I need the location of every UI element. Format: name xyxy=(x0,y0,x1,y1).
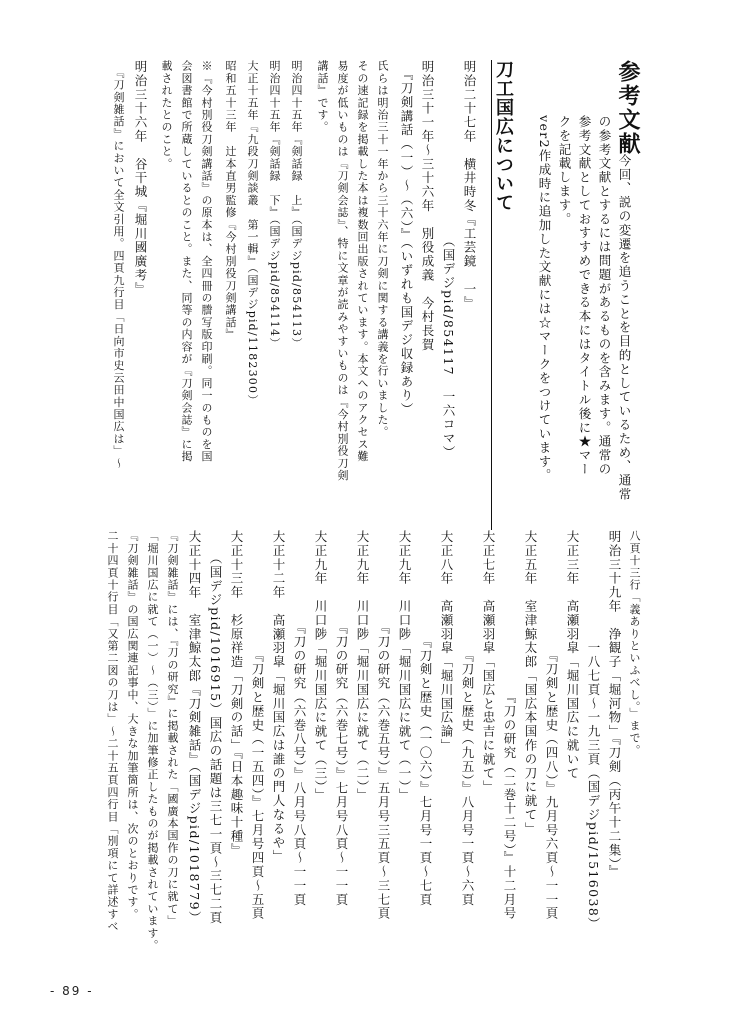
reference-note: ※『今村別役刀剣講話』の原本は、全四冊の謄写版印刷。同一のものを国 xyxy=(200,60,213,463)
reference-entry: 大正九年 川口陟「堀川国広に就て（二）」 xyxy=(355,530,370,802)
intro-line: クを記載します。 xyxy=(557,115,572,227)
intro-line: ver2作成時に追加した文献には☆マークをつけています。 xyxy=(537,115,552,483)
reference-entry: 昭和五十三年 辻本直男監修『今村別役刀剣講話』 xyxy=(224,60,237,341)
reference-entry: 『刀剣と歴史（一〇六）』七月号一頁～七頁 xyxy=(418,530,433,907)
reference-entry: 大正五年 室津鯨太郎「国広本国作の刀に就て」 xyxy=(523,530,538,836)
reference-note: 載されたとのこと。 xyxy=(160,60,173,170)
reference-entry: 大正十三年 杉原祥造「刀剣の話」『日本趣味十種』 xyxy=(229,530,244,858)
reference-note: 会図書館で所蔵しているとのこと。また、同等の内容が『刀剣会誌』に掲 xyxy=(180,60,193,463)
reference-entry: 『刀剣と歴史（九五）』八月号一頁～六頁 xyxy=(460,530,475,907)
reference-entry: （国デジpid/1016915）国広の話題は三七一頁～三七二頁 xyxy=(208,530,223,925)
reference-entry: 大正八年 高瀬羽皐「堀川国広論」 xyxy=(439,530,454,753)
reference-note: 氏らは明治三十一年から三十六年に刀剣に関する講義を行いました。 xyxy=(376,60,389,439)
reference-entry: 大正九年 川口陟「堀川国広に就て（一）」 xyxy=(397,530,412,802)
reference-entry: 明治二十七年 横井時冬『工芸鏡 一』 xyxy=(462,60,477,311)
reference-entry: 明治四十五年『剣話録 上』（国デジpid/854113） xyxy=(290,60,303,350)
reference-entry: 明治三十九年 浄観子「堀河物」『刀剣（丙午十二集）』 xyxy=(607,530,622,879)
reference-entry: 明治三十一年～三十六年 別役成義 今村長賀 xyxy=(420,60,435,352)
reference-note: 易度が低いものは『刀剣会誌』、特に文章が読みやすいものは『今村別役刀剣 xyxy=(336,60,349,482)
reference-entry: 明治四十五年『剣話録 下』（国デジpid/854114） xyxy=(268,60,281,350)
section-rule xyxy=(491,60,493,530)
reference-entry: 『刀の研究（六巻八号）』八月号八頁～一一頁 xyxy=(292,530,307,907)
reference-entry: 八頁十三行「義ありといふべし。」まで。 xyxy=(628,530,641,757)
intro-line: の参考文献とするには問題があるものを含みます。通常の xyxy=(597,115,612,477)
reference-entry: 『刀剣と歴史（一五四）』七月号四頁～五頁 xyxy=(250,530,265,921)
intro-line: 参考文献としておすすめできる本にはタイトル後に★マー xyxy=(577,115,592,477)
reference-entry: 大正九年 川口陟「堀川国広に就て（三）」 xyxy=(313,530,328,802)
reference-note: 『刀剣雑話』には、『刀の研究』に掲載された「國廣本国作の刀に就て」 xyxy=(166,530,179,928)
intro-line: 今回、説の変遷を追うことを目的としているため、通常 xyxy=(617,140,632,502)
section-title: 刀工国広について xyxy=(493,60,514,212)
reference-entry: 『刀剣と歴史（四八）』九月号六頁～一一頁 xyxy=(544,530,559,921)
page-number: - 89 - xyxy=(50,984,94,998)
reference-entry: 『刀剣雑話』において全文引用。四頁九行目「日向市史云田中国広は」～ xyxy=(112,60,125,470)
reference-entry: 明治三十六年 谷干城『堀川國廣考』 xyxy=(133,60,148,297)
reference-entry: 大正十五年『九段刀剣談叢 第一輯』（国デジpid/1182300） xyxy=(246,60,259,407)
reference-entry: 『刀剣講話（一）～（六）』（いずれも国デジ収録あり） xyxy=(399,60,414,417)
references-title: 参考文献 xyxy=(615,60,640,156)
reference-entry: 大正七年 高瀬羽皐「国広と忠吉に就て」 xyxy=(481,530,496,795)
reference-entry: 大正十二年 高瀬羽皐「堀川国広は誰の門人なるや」 xyxy=(271,530,286,864)
reference-entry: 大正三年 高瀬羽皐「堀川国広に就いて xyxy=(565,530,580,781)
reference-entry: 『刀の研究（二巻十二号）』十二月号 xyxy=(502,530,517,921)
reference-note: 「堀川国広に就て（一）～（三）」に加筆修正したものが掲載されています。 xyxy=(146,530,159,952)
reference-note: 『刀剣雑話』の国広関連記事中、大きな加筆箇所は、次のとおりです。 xyxy=(126,530,139,921)
reference-note: その速記録を掲載した本は複数回出版されています。本文へのアクセス難 xyxy=(356,60,369,463)
reference-entry: （国デジpid/854117 一六コマ） xyxy=(441,60,456,460)
reference-entry: 一八七頁～一九三頁（国デジpid/1516038） xyxy=(586,530,601,932)
reference-entry: 大正十四年 室津鯨太郎『刀剣雑話』（国デジpid/1018779） xyxy=(187,530,202,925)
reference-entry: 『刀の研究（六巻七号）』七月号八頁～一一頁 xyxy=(334,530,349,907)
reference-note: 講話』です。 xyxy=(316,60,329,134)
reference-entry: 『刀の研究（六巻五号）』五月号三五頁～三七頁 xyxy=(376,530,391,921)
reference-note: 二十四頁十行目「又第二図の刀は」～二十五頁四行目「別項にて詳述すべ xyxy=(106,530,119,933)
